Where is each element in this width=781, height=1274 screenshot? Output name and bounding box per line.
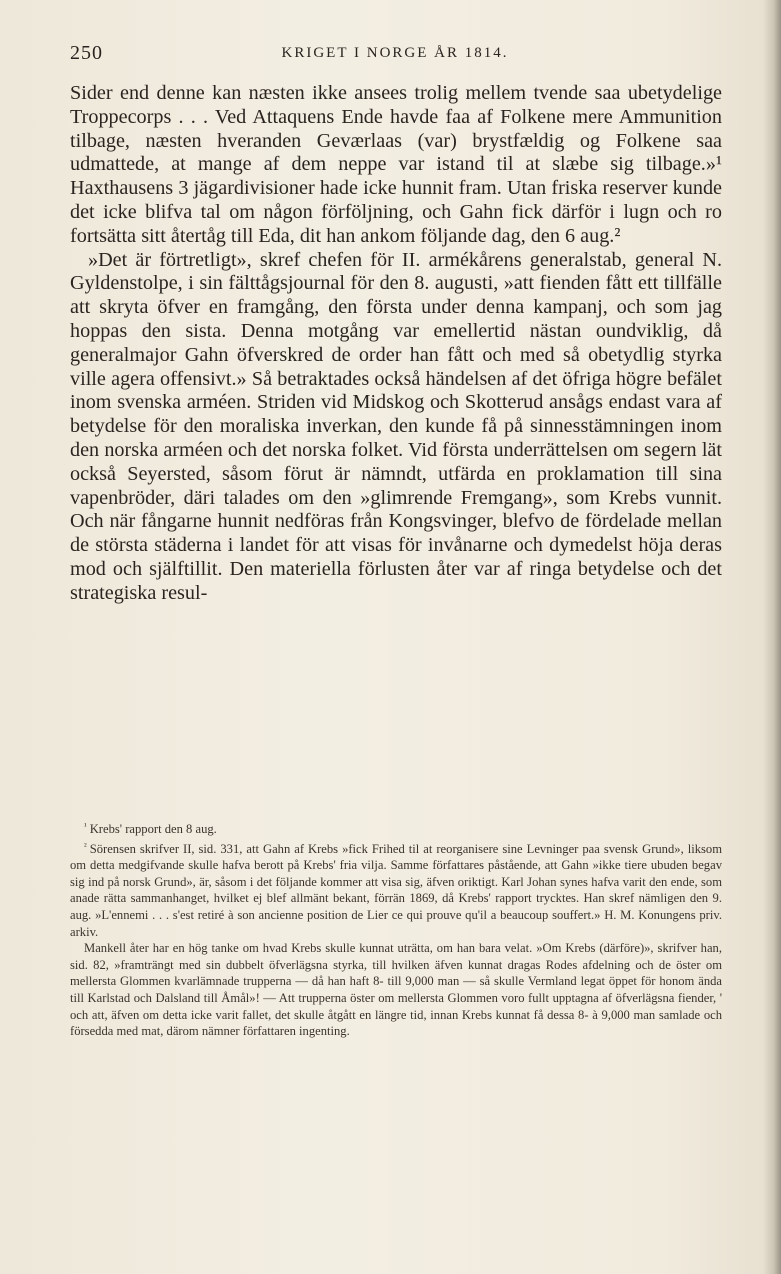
page-number: 250 [70,42,103,64]
page-edge-shadow [763,0,781,1274]
footnote-1-mark: ¹ [84,821,87,831]
running-head: KRIGET I NORGE ÅR 1814. [281,45,509,61]
footnote-2-text: Sörensen skrifver II, sid. 331, att Gahn af Krebs »fick Frihed til at reorganisere sine Levninger paa svensk Grund», liksom om detta medgifvande skulle hafva berott på Krebs' fria vilja. Samme författares påstående, att Gahn »ikke tiere ubuden begav sig ind på norsk Grund», är, såsom i det följande kommer att visa sig, äfven oriktigt. Karl Johan synes hafva varit den ende, som anade rätta sammanhanget, hvilket ej blef allmänt bekant, förrän 1869, då Krebs' rapport trycktes. Han skref nämligen den 9. aug. »L'ennemi . . . s'est retiré à son ancienne position de Lier ce qui prouve qu'il a beaucoup souffert.» H. M. Konungens priv. arkiv. [70,841,722,939]
footnote-2-continuation: Mankell åter har en hög tanke om hvad Krebs skulle kunnat uträtta, om han bara velat. »Om Krebs (därföre)», skrifver han, sid. 82, »framträngt med sin dubbelt öfverlägsna styrka, till hvilken äfven kunnat dragas Rodes afdelning och de öster om mellersta Glommen kvarlämnade trupperna — då han haft 8- till 9,000 man — så skulle Vermland legat öppet för honom ända till Karlstad och Dalsland till Åmål»! — Att trupperna öster om mellersta Glommen voro fullt upptagna af öfverlägsna fiender, ' och att, äfven om detta icke varit fallet, det skulle åtgått en längre tid, innan Krebs kunnat få dessa 8- à 9,000 man samlade och försedda med mat, därom nämner författaren ingenting. [70,941,722,1039]
footnote-2-mark: ² [84,840,87,851]
paragraph-1: Sider end denne kan næsten ikke ansees trolig mellem tvende saa ubetydelige Troppecorps . . . Ved Attaquens Ende havde faa af Folkene mere Ammunition tilbage, næsten hveranden Geværlaas (var) brystfældig og Folkene saa udmattede, at mange af dem neppe var istand til at slæbe sig tilbage.»¹ Haxthausens 3 jägardivisioner hade icke hunnit fram. Utan friska reserver kunde det icke blifva tal om någon förföljning, och Gahn fick därför i lugn och ro fortsätta sitt återtåg till Eda, dit han ankom följande dag, den 6 aug.² [70,82,722,247]
body-text [70,82,722,606]
footnote-1 [70,818,722,838]
page-header [70,42,720,64]
paragraph-2: »Det är förtretligt», skref chefen för II. armékårens generalstab, general N. Gyldenstolpe, i sin fälttågsjournal för den 8. augusti, »att fienden fått ett tillfälle att skryta öfver en framgång, den första under denna kampanj, och som jag hoppas den sista. Denna motgång var emellertid nästan oundviklig, då generalmajor Gahn öfverskred de order han fått och med så obetydlig styrka ville agera offensivt.» Så betraktades också händelsen af det öfriga högre befälet inom svenska arméen. Striden vid Midskog och Skotterud ansågs endast vara af betydelse för den moraliska inverkan, den kunde få på sinnesstämningen inom den norska arméen och det norska folket. Vid första underrättelsen om segern lät också Seyersted, såsom förut är nämndt, utfärda en proklamation till sina vapenbröder, däri talades om den »glimrende Fremgang», som Krebs vunnit. Och när fångarne hunnit nedföras från Kongsvinger, blefvo de fördelade mellan de största städerna i landet för att visas för invånarne och dymedelst höja deras mod och själftillit. Den materiella förlusten åter var af ringa betydelse och det strategiska resul- [70,248,722,604]
footnotes [70,818,722,1040]
footnote-1-text: Krebs' rapport den 8 aug. [89,822,217,836]
footnote-2 [70,838,722,941]
